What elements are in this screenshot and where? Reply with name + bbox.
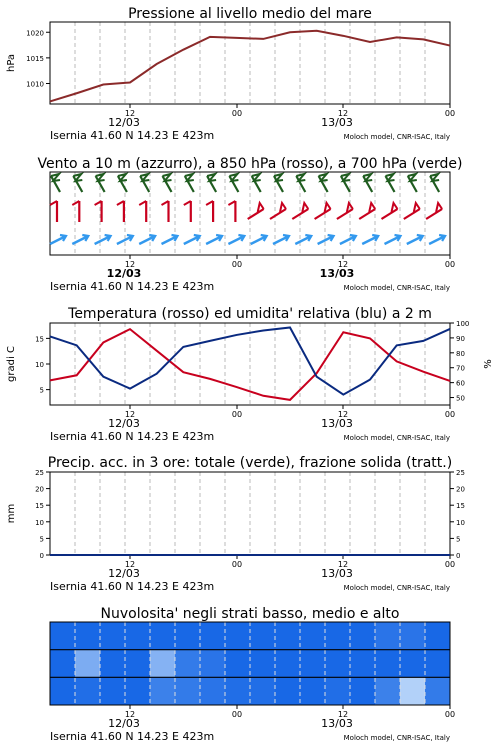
wind-barb-700 <box>430 174 439 192</box>
y-tick-label-right: 50 <box>456 394 465 403</box>
wind-arrow-10m <box>429 235 445 244</box>
y-tick-label-left: 10 <box>35 361 44 369</box>
y-tick-label: 1020 <box>26 29 44 38</box>
x-tick-label: 12 <box>124 560 136 569</box>
cloud-cell <box>250 622 276 650</box>
y-tick-label-right: 25 <box>456 469 465 477</box>
wind-barb-850 <box>359 203 375 219</box>
wind-barb-700 <box>140 174 149 192</box>
x-tick-label: 12 <box>124 710 136 719</box>
cloud-cell <box>325 677 351 705</box>
wind-barb-700 <box>252 174 261 192</box>
cloud-cell <box>200 622 226 650</box>
date-label: 12/03 <box>108 116 140 129</box>
cloud-cover-chart <box>50 606 455 743</box>
x-tick-label: 00 <box>444 260 456 269</box>
cloud-cell <box>225 650 251 678</box>
wind-barb-850 <box>95 201 102 222</box>
y-tick-label-left: 20 <box>35 485 44 494</box>
y-tick-label: 1015 <box>26 54 44 63</box>
cloud-cell <box>150 650 176 678</box>
date-label: 12/03 <box>108 567 140 580</box>
cloud-cell <box>275 650 301 678</box>
cloud-cell <box>75 650 101 678</box>
date-label: 13/03 <box>321 717 353 730</box>
x-tick-label: 00 <box>231 410 243 419</box>
wind-barb-700 <box>185 174 194 192</box>
cloud-cell <box>150 622 176 650</box>
credit-label: Moloch model, CNR-ISAC, Italy <box>343 584 450 592</box>
cloud-cell <box>50 622 76 650</box>
date-label: 13/03 <box>321 116 353 129</box>
wind-arrow-10m <box>407 235 423 244</box>
x-tick-label: 00 <box>231 260 243 269</box>
x-tick-label: 12 <box>337 260 349 269</box>
cloud-cell <box>50 677 76 705</box>
wind-barb-850 <box>270 203 286 219</box>
cloud-cell <box>150 677 176 705</box>
wind-barb-850 <box>184 201 191 222</box>
x-tick-label: 12 <box>337 410 349 419</box>
wind-barb-700 <box>229 174 238 192</box>
y-tick-label-right: 60 <box>456 379 465 388</box>
y-tick-label-left: 5 <box>39 386 44 395</box>
cloud-cell <box>325 622 351 650</box>
wind-barb-850 <box>382 203 398 219</box>
cloud-cell <box>350 622 376 650</box>
y-axis-label: mm <box>6 503 17 524</box>
x-tick-label: 12 <box>337 710 349 719</box>
x-tick-label: 12 <box>124 410 136 419</box>
wind-barb-850 <box>426 203 442 219</box>
wind-barb-850 <box>404 203 420 219</box>
wind-barb-700 <box>296 174 305 192</box>
location-label: Isernia 41.60 N 14.23 E 423m <box>50 580 215 593</box>
wind-arrow-10m <box>295 235 311 244</box>
cloud-cell <box>100 677 126 705</box>
cloud-cell <box>125 677 151 705</box>
wind-arrow-10m <box>251 235 267 244</box>
date-label: 12/03 <box>106 267 142 280</box>
wind-arrow-10m <box>50 235 66 244</box>
wind-barb-850 <box>206 201 213 222</box>
wind-arrow-10m <box>95 235 111 244</box>
date-label: 13/03 <box>321 567 353 580</box>
date-label: 13/03 <box>319 267 355 280</box>
cloud-cell <box>350 677 376 705</box>
y-tick-label-left: 25 <box>35 469 44 477</box>
precipitation-chart <box>6 455 465 593</box>
cloud-cell <box>300 650 326 678</box>
wind-barb-700 <box>386 174 395 192</box>
x-tick-label: 12 <box>124 260 136 269</box>
chart-title: Nuvolosita' negli strati basso, medio e alto <box>100 606 400 622</box>
credit-label: Moloch model, CNR-ISAC, Italy <box>343 734 450 742</box>
cloud-cell <box>200 650 226 678</box>
wind-barb-700 <box>118 174 127 192</box>
x-tick-label: 00 <box>444 560 456 569</box>
y-tick-label-right: 100 <box>456 320 470 328</box>
cloud-cell <box>175 677 201 705</box>
wind-arrow-10m <box>340 235 356 244</box>
x-tick-label: 00 <box>231 710 243 719</box>
wind-arrow-10m <box>206 235 222 244</box>
temp-humidity-chart <box>6 306 494 443</box>
y-tick-label-right: 70 <box>456 364 465 373</box>
cloud-cell <box>100 622 126 650</box>
y-tick-label: 1010 <box>26 80 44 89</box>
cloud-cell <box>225 677 251 705</box>
wind-barb-700 <box>207 174 216 192</box>
location-label: Isernia 41.60 N 14.23 E 423m <box>50 280 215 293</box>
y-tick-label-left: 0 <box>39 552 44 560</box>
chart-title: Temperatura (rosso) ed umidita' relativa (blu) a 2 m <box>68 306 432 322</box>
y-tick-label-right: 80 <box>456 349 465 358</box>
x-tick-label: 00 <box>231 560 243 569</box>
cloud-cell <box>75 622 101 650</box>
cloud-cell <box>250 677 276 705</box>
location-label: Isernia 41.60 N 14.23 E 423m <box>50 129 215 142</box>
wind-barb-700 <box>363 174 372 192</box>
wind-chart <box>37 156 462 293</box>
plot-frame <box>50 323 450 405</box>
wind-barb-850 <box>139 201 146 222</box>
credit-label: Moloch model, CNR-ISAC, Italy <box>343 434 450 442</box>
wind-arrow-10m <box>228 235 244 244</box>
cloud-cell <box>425 622 451 650</box>
cloud-cell <box>125 650 151 678</box>
wind-barb-700 <box>163 174 172 192</box>
cloud-cell <box>275 622 301 650</box>
cloud-cell <box>375 622 401 650</box>
y-tick-label-left: 15 <box>35 502 44 511</box>
y-tick-label-left: 5 <box>39 535 44 544</box>
date-label: 13/03 <box>321 417 353 430</box>
credit-label: Moloch model, CNR-ISAC, Italy <box>343 284 450 292</box>
cloud-cell <box>275 677 301 705</box>
pressure-chart <box>6 6 455 142</box>
cloud-cell <box>350 650 376 678</box>
date-label: 12/03 <box>108 417 140 430</box>
x-tick-label: 00 <box>231 109 243 118</box>
wind-barb-850 <box>50 201 57 222</box>
y-tick-label-right: 90 <box>456 334 465 343</box>
y-tick-label-right: 20 <box>456 485 465 494</box>
cloud-cell <box>300 622 326 650</box>
wind-arrow-10m <box>362 235 378 244</box>
date-label: 12/03 <box>108 717 140 730</box>
chart-title: Pressione al livello medio del mare <box>128 6 372 22</box>
wind-barb-850 <box>162 201 169 222</box>
cloud-cell <box>125 622 151 650</box>
x-tick-label: 12 <box>124 109 136 118</box>
wind-barb-850 <box>72 201 79 222</box>
chart-title: Vento a 10 m (azzurro), a 850 hPa (rosso), a 700 hPa (verde) <box>37 156 463 172</box>
cloud-cell <box>425 650 451 678</box>
wind-barb-850 <box>315 203 331 219</box>
y-tick-label-right: 15 <box>456 502 465 511</box>
cloud-cell <box>400 650 426 678</box>
y-tick-label-right: 10 <box>456 518 465 527</box>
cloud-cell <box>250 650 276 678</box>
cloud-cell <box>225 622 251 650</box>
cloud-cell <box>325 650 351 678</box>
wind-barb-700 <box>408 174 417 192</box>
y-tick-label-left: 15 <box>35 335 44 344</box>
location-label: Isernia 41.60 N 14.23 E 423m <box>50 430 215 443</box>
y-axis-label: hPa <box>6 53 17 73</box>
location-label: Isernia 41.60 N 14.23 E 423m <box>50 730 215 743</box>
cloud-cell <box>375 650 401 678</box>
wind-barb-700 <box>319 174 328 192</box>
cloud-cell <box>300 677 326 705</box>
cloud-cell <box>50 650 76 678</box>
wind-arrow-10m <box>184 235 200 244</box>
y-tick-label-right: 0 <box>456 552 461 560</box>
wind-barb-700 <box>51 174 60 192</box>
x-tick-label: 00 <box>444 710 456 719</box>
x-tick-label: 12 <box>337 109 349 118</box>
cloud-cell <box>175 622 201 650</box>
wind-arrow-10m <box>318 235 334 244</box>
y-tick-label-right: 5 <box>456 535 461 544</box>
wind-barb-850 <box>228 201 235 222</box>
cloud-cell <box>400 677 426 705</box>
plot-frame <box>50 22 450 104</box>
chart-title: Precip. acc. in 3 ore: totale (verde), frazione solida (tratt.) <box>47 455 453 471</box>
x-tick-label: 00 <box>444 410 456 419</box>
x-tick-label: 00 <box>444 109 456 118</box>
cloud-cell <box>100 650 126 678</box>
cloud-cell <box>75 677 101 705</box>
cloud-cell <box>400 622 426 650</box>
cloud-cell <box>200 677 226 705</box>
x-tick-label: 12 <box>337 560 349 569</box>
wind-arrow-10m <box>139 235 155 244</box>
cloud-cell <box>175 650 201 678</box>
y-axis-label-right: % <box>483 359 494 369</box>
cloud-cell <box>375 677 401 705</box>
cloud-cell <box>425 677 451 705</box>
wind-barb-850 <box>117 201 124 222</box>
credit-label: Moloch model, CNR-ISAC, Italy <box>343 133 450 141</box>
wind-barb-700 <box>341 174 350 192</box>
y-axis-label-left: gradi C <box>6 346 17 382</box>
y-tick-label-left: 10 <box>35 518 44 527</box>
wind-arrow-10m <box>385 235 401 244</box>
